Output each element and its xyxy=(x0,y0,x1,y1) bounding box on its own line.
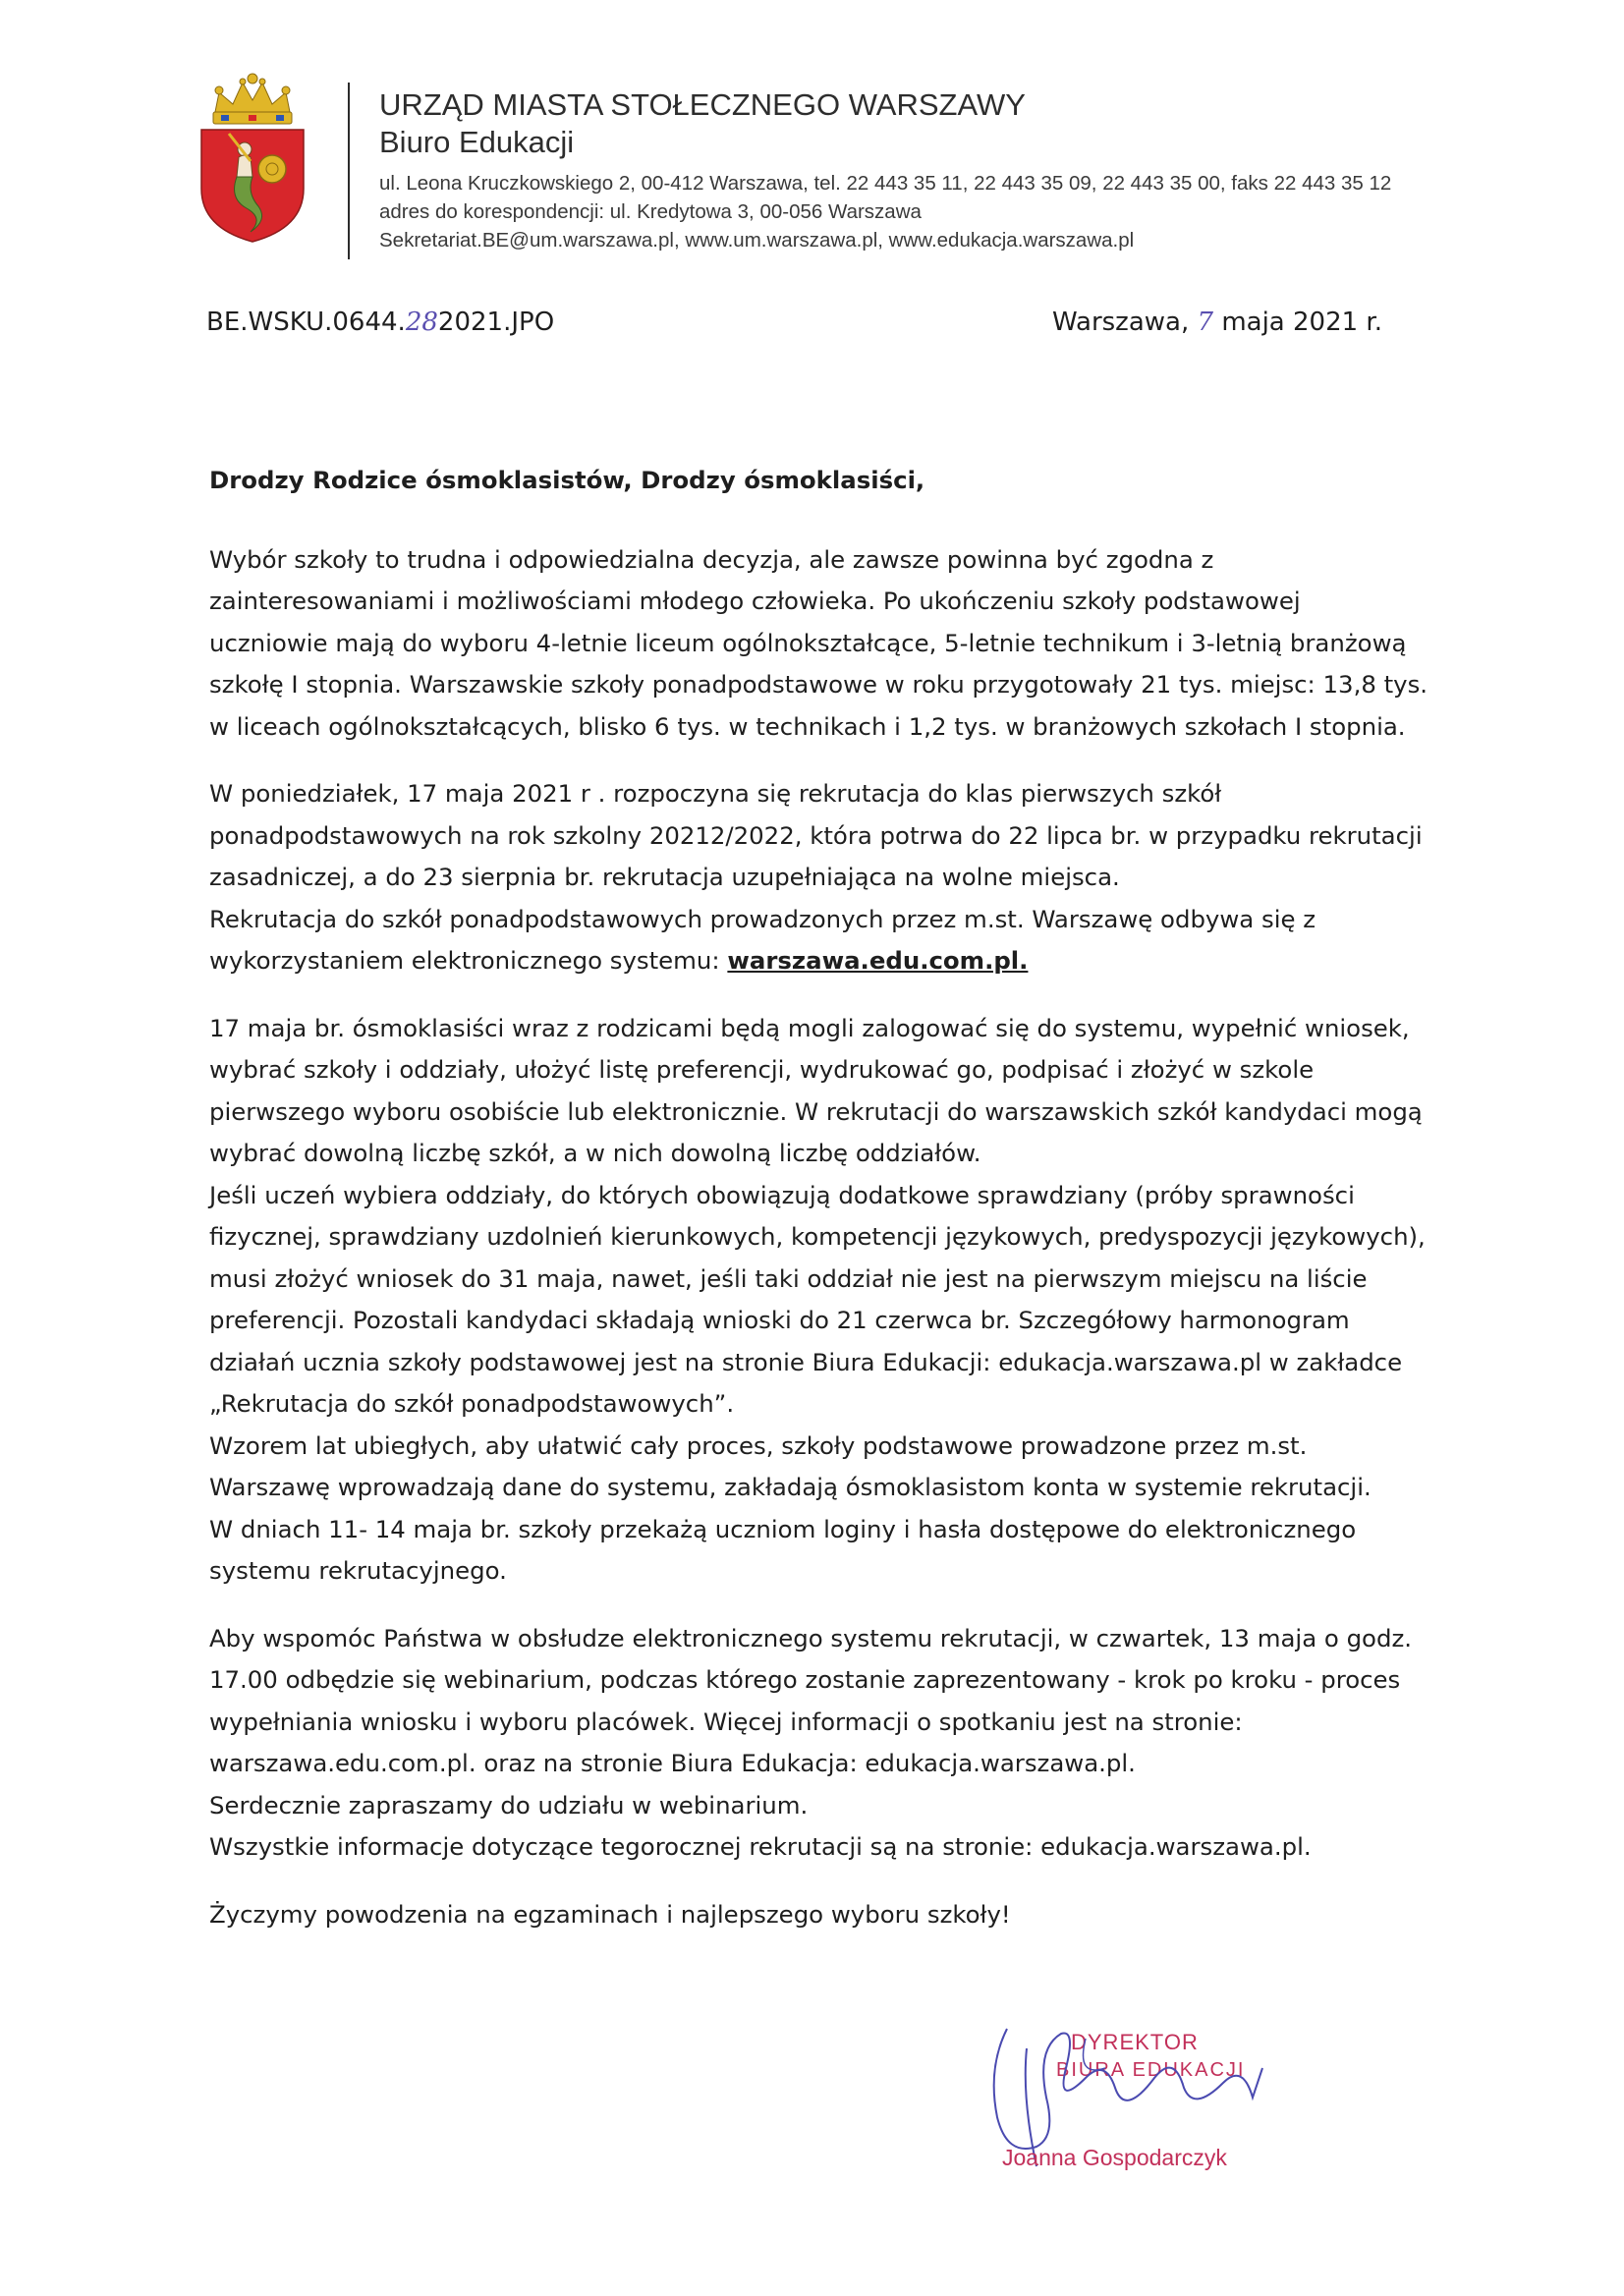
text-line: 17.00 odbędzie się webinarium, podczas którego zostanie zaprezentowany - krok po kroku - proces xyxy=(209,1665,1401,1694)
date-city: Warszawa, xyxy=(1051,308,1190,337)
text-line: uczniowie mają do wyboru 4-letnie liceum ogólnokształcące, 5-letnie technikum i 3-letnią branżową xyxy=(209,628,1407,657)
reference-suffix: 2021.JPO xyxy=(437,308,555,337)
text-line: Rekrutacja do szkół ponadpodstawowych prowadzonych przez m.st. Warszawę odbywa się z xyxy=(209,904,1316,933)
paragraph-2 xyxy=(209,773,1437,982)
date-day: 7 xyxy=(1197,308,1214,337)
text-line: fizycznej, sprawdziany uzdolnień kierunkowych, kompetencji językowych, predyspozycji językowych), xyxy=(209,1222,1426,1251)
letter-body xyxy=(209,460,1437,1961)
text-line: musi złożyć wniosek do 31 maja, nawet, jeśli taki oddział nie jest na pierwszym miejscu na liście xyxy=(209,1263,1368,1293)
stamp-subtitle: BIURA EDUKACJI xyxy=(1056,2059,1246,2081)
text-line: wybrać szkoły i oddziały, ułożyć listę preferencji, wydrukować go, podpisać i złożyć w szkole xyxy=(209,1055,1315,1084)
text-line: W dniach 11- 14 maja br. szkoły przekażą uczniom loginy i hasła dostępowe do elektronicznego xyxy=(209,1514,1357,1543)
text-line: preferencji. Pozostali kandydaci składają wnioski do 21 czerwca br. Szczegółowy harmonogram xyxy=(209,1306,1350,1334)
salutation: Drodzy Rodzice ósmoklasistów, Drodzy ósmoklasiści, xyxy=(209,466,925,494)
org-contacts: Sekretariat.BE@um.warszawa.pl, www.um.warszawa.pl, www.edukacja.warszawa.pl xyxy=(379,229,1135,252)
text-line: Wszystkie informacje dotyczące tegorocznej rekrutacji są na stronie: edukacja.warszawa.pl. xyxy=(209,1832,1312,1861)
reference-handwritten: 28 xyxy=(405,308,438,337)
date-rest: maja 2021 r. xyxy=(1221,308,1382,337)
org-correspondence: adres do korespondencji: ul. Kredytowa 3, 00-056 Warszawa xyxy=(379,200,922,223)
text-line: działań ucznia szkoły podstawowej jest na stronie Biura Edukacji: edukacja.warszawa.pl w zakładce xyxy=(209,1347,1403,1376)
text-line: Warszawę wprowadzają dane do systemu, zakładają ósmoklasistom konta w systemie rekrutacji. xyxy=(209,1473,1372,1501)
text-line: wybrać dowolną liczbę szkół, a w nich dowolną liczbę oddziałów. xyxy=(209,1139,981,1167)
signatory-name: Joanna Gospodarczyk xyxy=(1002,2145,1227,2170)
closing-line: Życzymy powodzenia na egzaminach i najlepszego wyboru szkoły! xyxy=(209,1899,1011,1929)
text-line: systemu rekrutacyjnego. xyxy=(209,1556,507,1585)
letter-date xyxy=(1052,308,1382,337)
text-line: szkołę I stopnia. Warszawskie szkoły ponadpodstawowe w roku przygotowały 21 tys. miejsc: 13,8 tys. xyxy=(209,670,1428,699)
text-line: Wzorem lat ubiegłych, aby ułatwić cały proces, szkoły podstawowe prowadzone przez m.st. xyxy=(209,1430,1308,1460)
text-line: Aby wspomóc Państwa w obsłudze elektronicznego systemu rekrutacji, w czwartek, 13 maja o godz. xyxy=(209,1623,1413,1652)
reference-prefix: BE.WSKU.0644. xyxy=(206,308,406,337)
text-segment: wykorzystaniem elektronicznego systemu: xyxy=(209,946,728,975)
text-line: pierwszego wyboru osobiście lub elektronicznie. W rekrutacji do warszawskich szkół kandydaci mogą xyxy=(209,1096,1423,1126)
paragraph-3 xyxy=(209,1008,1437,1593)
text-line: W poniedziałek, 17 maja 2021 r . rozpoczyna się rekrutacja do klas pierwszych szkół xyxy=(209,779,1222,808)
stamp-title: DYREKTOR xyxy=(1071,2030,1199,2054)
text-line: Serdecznie zapraszamy do udziału w webinarium. xyxy=(209,1790,809,1820)
paragraph-1 xyxy=(209,539,1437,749)
org-address: ul. Leona Kruczkowskiego 2, 00-412 Warszawa, tel. 22 443 35 11, 22 443 35 09, 22 443 35 00, faks 22 443 35 12 xyxy=(379,172,1392,195)
text-line xyxy=(209,940,1437,982)
text-line: w liceach ogólnokształcących, blisko 6 tys. w technikach i 1,2 tys. w branżowych szkołach I stopnia. xyxy=(209,711,1406,741)
text-line: wypełniania wniosku i wyboru placówek. Więcej informacji o spotkaniu jest na stronie: xyxy=(209,1707,1243,1736)
paragraph-4 xyxy=(209,1618,1437,1869)
letterhead xyxy=(379,86,1391,254)
text-line: 17 maja br. ósmoklasiści wraz z rodzicami będą mogli zalogować się do systemu, wypełnić wniosek, xyxy=(209,1013,1410,1042)
text-line: zasadniczej, a do 23 sierpnia br. rekrutacja uzupełniająca na wolne miejsca. xyxy=(209,863,1120,891)
text-line: Wybór szkoły to trudna i odpowiedzialna decyzja, ale zawsze powinna być zgodna z xyxy=(209,544,1214,574)
text-line: „Rekrutacja do szkół ponadpodstawowych”. xyxy=(209,1389,735,1418)
text-line: warszawa.edu.com.pl. oraz na stronie Biura Edukacja: edukacja.warszawa.pl. xyxy=(209,1749,1136,1777)
text-line: Jeśli uczeń wybiera oddziały, do których obowiązują dodatkowe sprawdziany (próby sprawności xyxy=(209,1180,1355,1209)
text-line: ponadpodstawowych na rok szkolny 20212/2022, która potrwa do 22 lipca br. w przypadku rekrutacji xyxy=(209,820,1423,850)
org-name: URZĄD MIASTA STOŁECZNEGO WARSZAWY xyxy=(379,87,1026,122)
text-line: zainteresowaniami i możliwościami młodego człowieka. Po ukończeniu szkoły podstawowej xyxy=(209,587,1301,615)
warsaw-coat-of-arms-icon xyxy=(199,71,306,244)
reference-number xyxy=(206,308,554,337)
recruitment-system-link[interactable]: warszawa.edu.com.pl. xyxy=(727,946,1029,975)
org-unit: Biuro Edukacji xyxy=(379,125,575,159)
header-divider xyxy=(348,83,350,259)
